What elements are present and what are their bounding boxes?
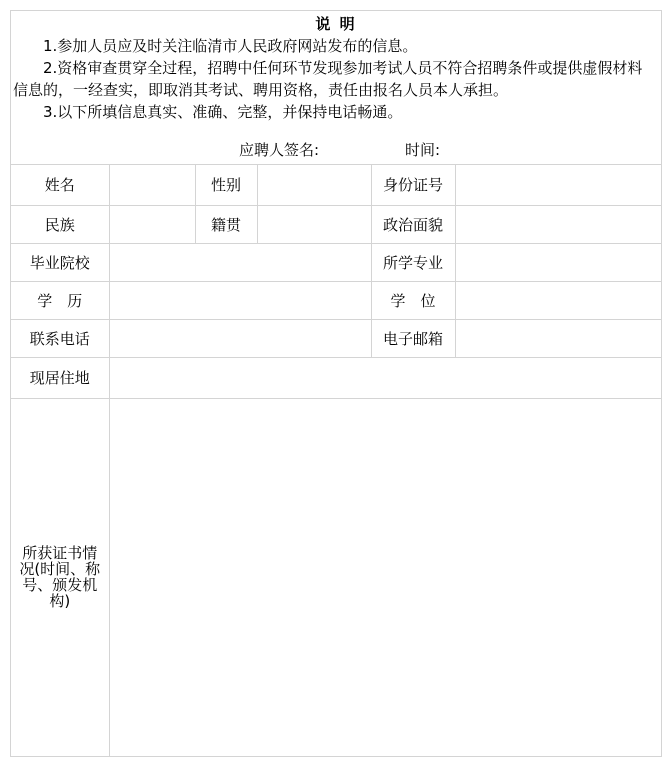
certificates-field[interactable] (109, 398, 661, 756)
gender-field[interactable] (257, 165, 371, 205)
signature-label: 应聘人签名: (239, 141, 320, 159)
ethnicity-label: 民族 (11, 205, 109, 243)
address-field[interactable] (109, 357, 661, 398)
registration-form (10, 10, 662, 757)
native-place-label: 籍贯 (195, 205, 257, 243)
degree-label: 学 位 (371, 281, 455, 319)
instruction-item: 1.参加人员应及时关注临清市人民政府网站发布的信息。 (43, 37, 418, 55)
education-label: 学 历 (11, 281, 109, 319)
school-label: 毕业院校 (11, 243, 109, 281)
address-label: 现居住地 (11, 357, 109, 398)
info-table (11, 165, 661, 756)
phone-field[interactable] (109, 319, 371, 357)
education-field[interactable] (109, 281, 371, 319)
major-label: 所学专业 (371, 243, 455, 281)
phone-label: 联系电话 (11, 319, 109, 357)
native-place-field[interactable] (257, 205, 371, 243)
major-field[interactable] (455, 243, 661, 281)
name-field[interactable] (109, 165, 195, 205)
instruction-item: 3.以下所填信息真实、准确、完整，并保持电话畅通。 (43, 103, 403, 121)
id-number-field[interactable] (455, 165, 661, 205)
instructions-title: 说 明 (315, 15, 357, 33)
political-status-field[interactable] (455, 205, 661, 243)
certificates-label-text: 所获证书情况(时间、称号、颁发机构) (19, 543, 101, 610)
instructions-section (11, 11, 661, 165)
certificates-label (11, 398, 109, 756)
degree-field[interactable] (455, 281, 661, 319)
ethnicity-field[interactable] (109, 205, 195, 243)
email-label: 电子邮箱 (371, 319, 455, 357)
instruction-item: 2.资格审查贯穿全过程，招聘中任何环节发现参加考试人员不符合招聘条件或提供虚假材料信息的，一经查实，即取消其考试、聘用资格，责任由报名人员本人承担。 (13, 59, 643, 99)
id-number-label: 身份证号 (371, 165, 455, 205)
school-field[interactable] (109, 243, 371, 281)
gender-label: 性别 (195, 165, 257, 205)
time-label: 时间: (405, 141, 441, 159)
name-label: 姓名 (11, 165, 109, 205)
email-field[interactable] (455, 319, 661, 357)
political-status-label: 政治面貌 (371, 205, 455, 243)
